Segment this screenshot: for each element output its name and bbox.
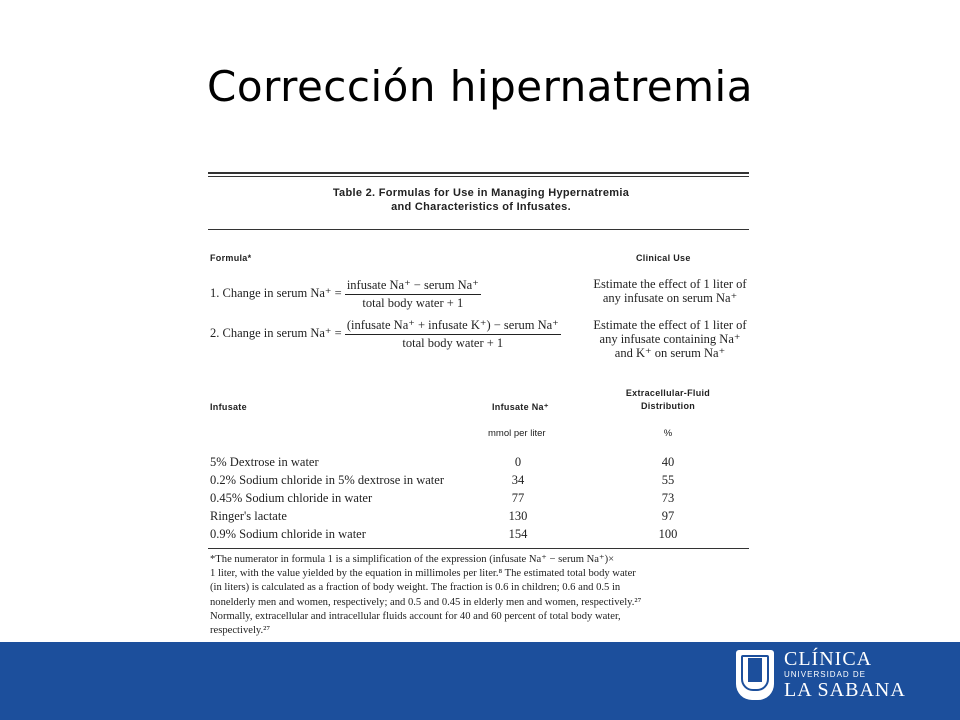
formula-2-use-line: any infusate containing Na⁺	[599, 332, 741, 346]
infusate-na: 77	[511, 491, 525, 505]
slide-title: Corrección hipernatremia	[207, 62, 753, 111]
infusate-name: 5% Dextrose in water	[210, 455, 319, 469]
infusate-name: 0.45% Sodium chloride in water	[210, 491, 373, 505]
ecf-header-line2: Distribution	[640, 401, 696, 411]
formula-1-use-line: Estimate the effect of 1 liter of	[593, 277, 747, 291]
formula-1-use	[589, 277, 751, 305]
infusate-na: 0	[514, 455, 522, 469]
infusate-ecf: 97	[661, 509, 675, 523]
table-row	[210, 525, 730, 543]
infusate-na: 130	[508, 509, 528, 523]
formula-2-use-line: and K⁺ on serum Na⁺	[614, 346, 726, 360]
formula-1-fraction	[345, 277, 481, 311]
ecf-header	[598, 387, 738, 413]
infusate-ecf: 100	[658, 527, 678, 541]
caption-rule	[208, 229, 749, 230]
formula-1-numerator: infusate Na⁺ − serum Na⁺	[345, 277, 481, 295]
infusate-name: 0.2% Sodium chloride in 5% dextrose in water	[210, 473, 444, 487]
footnote-line: (in liters) is calculated as a fraction of body weight. The fraction is 0.6 in children; 0.6 and 0.5 in	[210, 582, 621, 594]
table-caption-line1: Table 2. Formulas for Use in Managing Hypernatremia	[332, 187, 630, 199]
infusate-name: Ringer's lactate	[210, 509, 287, 523]
formula-header: Formula*	[210, 253, 252, 263]
formula-2-use-line: Estimate the effect of 1 liter of	[593, 318, 747, 332]
infusate-ecf: 40	[661, 455, 675, 469]
infusate-ecf: 55	[661, 473, 675, 487]
footnote-line: nonelderly men and women, respectively; and 0.5 and 0.45 in elderly men and women, respectively.²⁷	[210, 596, 642, 608]
ecf-unit: %	[663, 428, 673, 439]
table-row	[210, 489, 730, 507]
infusate-ecf: 73	[661, 491, 675, 505]
formula-2-denominator: total body water + 1	[402, 336, 504, 350]
footnote-line: respectively.²⁷	[210, 625, 271, 637]
formula-2-fraction	[345, 317, 561, 351]
footnote-rule	[208, 548, 749, 549]
na-unit: mmol per liter	[488, 428, 546, 439]
formula-2-numerator: (infusate Na⁺ + infusate K⁺) − serum Na⁺	[345, 317, 561, 335]
shield-icon	[736, 650, 774, 700]
top-rule-thin	[208, 176, 749, 177]
clinica-logo	[736, 648, 936, 704]
footnote-line: Normally, extracellular and intracellular fluids account for 40 and 60 percent of total body water,	[210, 610, 621, 622]
formula-2	[210, 317, 561, 351]
infusate-na-header: Infusate Na⁺	[492, 402, 549, 412]
footnote	[210, 553, 755, 638]
formula-2-label: 2. Change in serum Na⁺ =	[210, 325, 342, 340]
infusate-rows	[210, 453, 730, 543]
formula-2-use	[589, 318, 751, 360]
logo-line2: UNIVERSIDAD DE	[784, 670, 867, 679]
table-row	[210, 471, 730, 489]
infusate-header: Infusate	[210, 402, 247, 412]
infusate-na: 154	[508, 527, 528, 541]
ecf-header-line1: Extracellular-Fluid	[625, 388, 711, 398]
hypernatremia-table	[196, 165, 766, 642]
footnote-line: *The numerator in formula 1 is a simplification of the expression (infusate Na⁺ − serum Na⁺)×	[210, 554, 615, 565]
table-row	[210, 453, 730, 471]
formula-1-use-line: any infusate on serum Na⁺	[602, 291, 738, 305]
logo-line1: CLÍNICA	[784, 648, 873, 670]
table-caption-line2: and Characteristics of Infusates.	[391, 201, 571, 213]
formula-1	[210, 277, 481, 311]
formula-1-denominator: total body water + 1	[362, 296, 464, 310]
formula-1-label: 1. Change in serum Na⁺ =	[210, 285, 342, 300]
footnote-line: 1 liter, with the value yielded by the equation in millimoles per liter.⁸ The estimated total body water	[210, 568, 636, 580]
table-row	[210, 507, 730, 525]
clinical-use-header: Clinical Use	[636, 253, 691, 263]
infusate-na: 34	[511, 473, 525, 487]
infusate-name: 0.9% Sodium chloride in water	[210, 527, 366, 541]
logo-line3: LA SABANA	[784, 679, 906, 701]
top-rule	[208, 172, 749, 174]
table-caption	[196, 187, 766, 213]
